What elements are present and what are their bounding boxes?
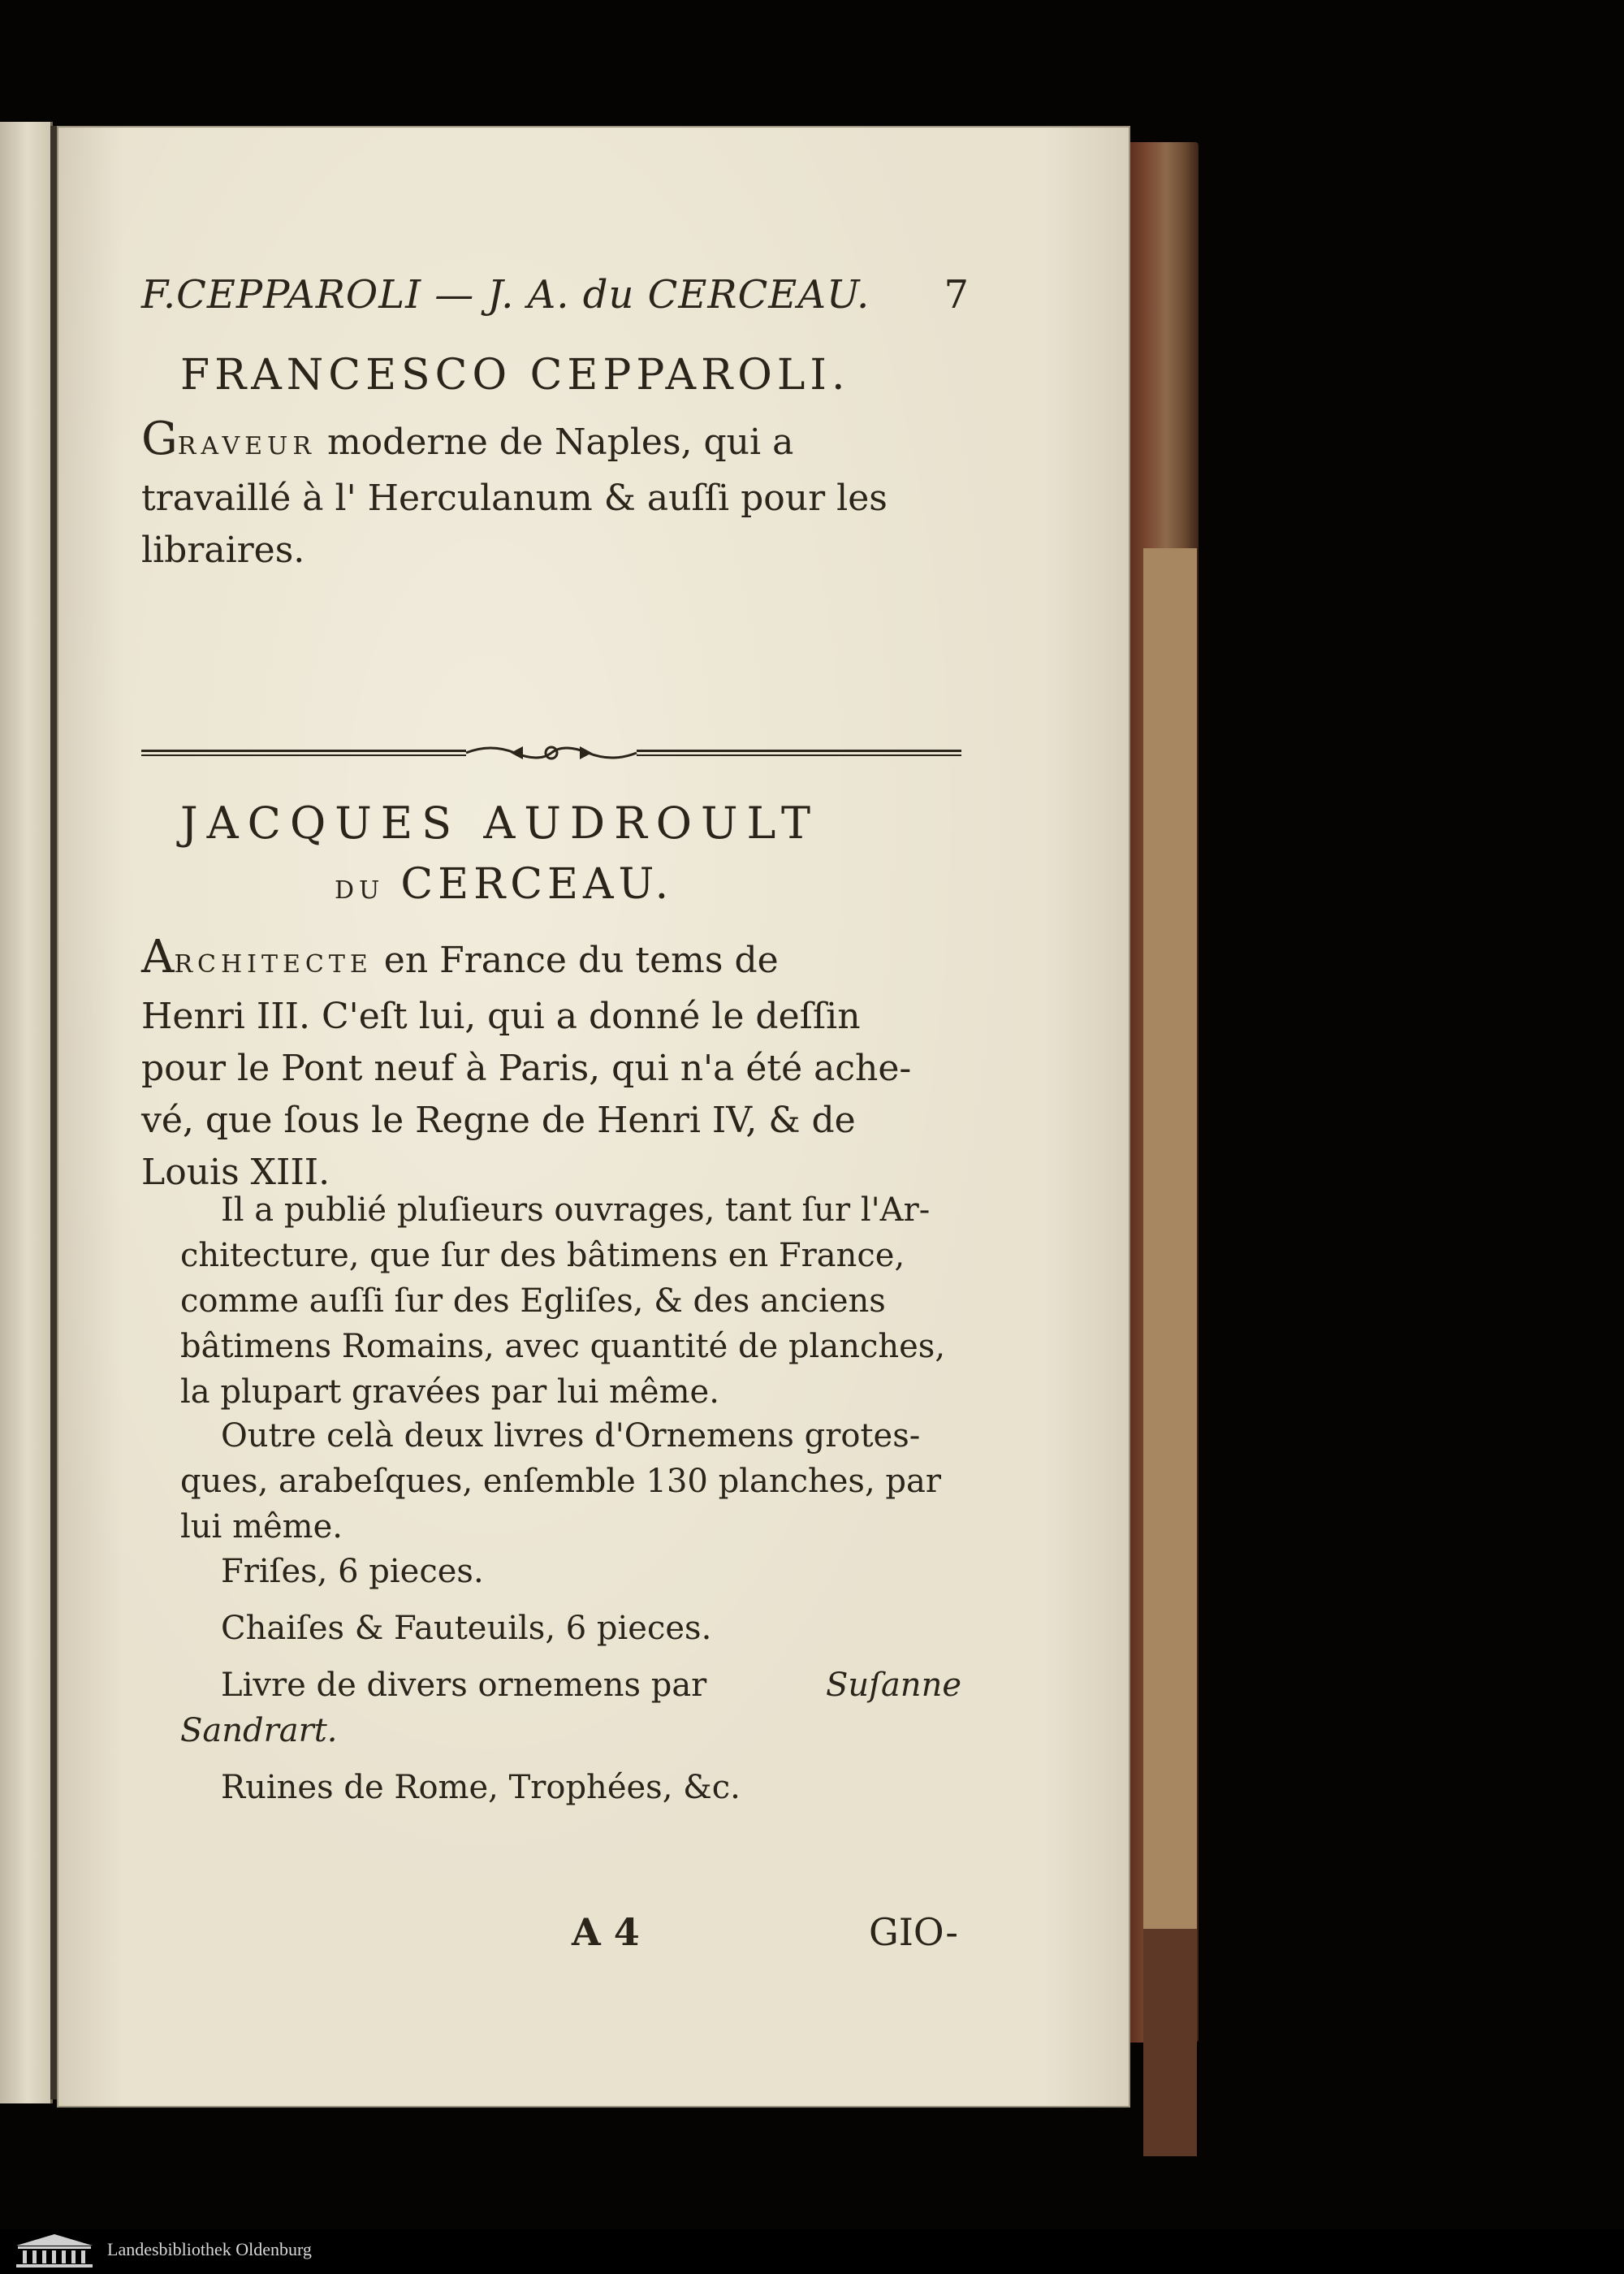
entry-heading-audroult: JACQUES AUDROULT: [180, 798, 820, 849]
book-cover-edge: [1127, 142, 1199, 2043]
paragraph-ornemens: [221, 1413, 961, 1459]
text-line: libraires.: [141, 530, 305, 571]
entry-text-cepparoli: [141, 413, 961, 577]
page-number: 7: [944, 272, 970, 318]
text-line: lui même.: [180, 1508, 343, 1546]
text-line: la plupart gravées par lui même.: [180, 1373, 719, 1411]
author-name-cont: Sandrart.: [180, 1712, 338, 1749]
paragraph-publications: [221, 1187, 961, 1233]
list-item-frises: Friſes, 6 pieces.: [221, 1553, 484, 1590]
smallcaps-word: RAVEUR: [177, 432, 316, 460]
list-item-ruines: Ruines de Rome, Trophées, &c.: [221, 1769, 741, 1806]
entry-text-cerceau: [141, 932, 961, 1199]
text-line: Henri III. C'eſt lui, qui a donné le deſſin: [141, 996, 861, 1037]
text-line: Outre celà deux livres d'Ornemens grotes-: [221, 1417, 921, 1455]
author-name: Suſanne: [825, 1667, 961, 1704]
ornamental-divider: [141, 743, 961, 763]
signature-mark: A 4: [572, 1910, 640, 1954]
smallcaps-word: RCHITECTE: [174, 950, 373, 979]
library-footer-bar: [0, 2229, 1624, 2274]
previous-page-edge: [0, 122, 53, 2103]
text-line-content: en France du tems de: [383, 940, 779, 981]
text-line: Il a publié pluſieurs ouvrages, tant ſur l'Ar-: [221, 1191, 931, 1229]
heading-cerceau-text: CERCEAU.: [400, 860, 674, 909]
text-line: [141, 413, 961, 473]
catchword: GIO-: [869, 1910, 958, 1954]
list-item-livre: [221, 1662, 961, 1708]
list-item-chaises: Chaiſes & Fauteuils, 6 pieces.: [221, 1610, 712, 1647]
text-line: chitecture, que ſur des bâtimens en France,: [180, 1237, 905, 1274]
text-line: comme auſſi ſur des Egliſes, & des anciens: [180, 1282, 886, 1320]
book-page: [57, 126, 1130, 2108]
text-line: ques, arabeſques, enſemble 130 planches, par: [180, 1463, 941, 1500]
heading-du: DU: [335, 876, 385, 905]
text-line-content: moderne de Naples, qui a: [326, 422, 794, 463]
library-name: Landesbibliothek Oldenburg: [107, 2239, 312, 2259]
cover-band: [1143, 548, 1197, 1929]
running-head: [141, 272, 970, 329]
cover-band: [1143, 1929, 1197, 2156]
text-line: pour le Pont neuf à Paris, qui n'a été ache-: [141, 1048, 912, 1089]
running-head-title: F.CEPPAROLI — J. A. du CERCEAU.: [141, 272, 870, 318]
drop-initial: A: [141, 931, 175, 984]
entry-heading-cepparoli: FRANCESCO CEPPAROLI.: [180, 351, 850, 400]
text-line: Louis XIII.: [141, 1152, 330, 1193]
paragraph-ornemens-cont: [180, 1459, 961, 1550]
text-line: vé, que ſous le Regne de Henri IV, & de: [141, 1100, 856, 1141]
text-line: travaillé à l' Herculanum & auſſi pour les: [141, 478, 888, 519]
text-line-content: Livre de divers ornemens par: [221, 1667, 707, 1704]
paragraph-publications-cont: [180, 1233, 961, 1415]
entry-heading-cerceau: [335, 860, 673, 909]
drop-initial: G: [141, 413, 178, 465]
text-line: [141, 932, 961, 991]
text-line: bâtimens Romains, avec quantité de planches,: [180, 1328, 946, 1365]
library-building-icon: [11, 2233, 97, 2268]
